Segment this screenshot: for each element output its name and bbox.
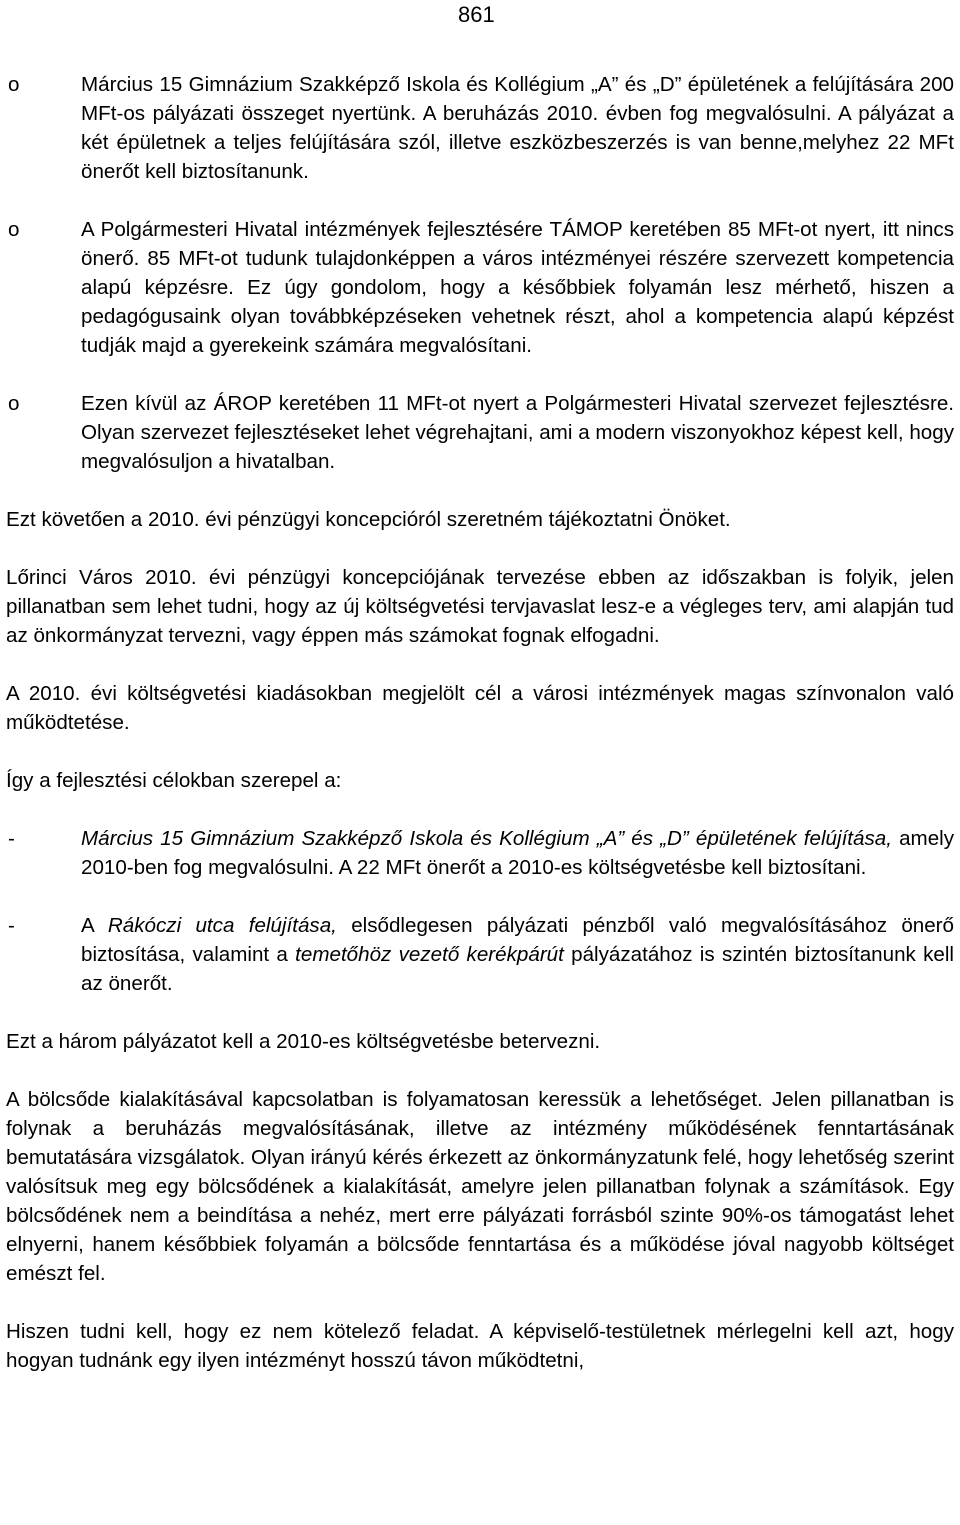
dash-item bbox=[6, 911, 954, 998]
bullet-text: Március 15 Gimnázium Szakképző Iskola és Kollégium „A” és „D” épületének a felújítására 200 MFt-os pályázati összeget nyertünk. A beruházás 2010. évben fog megvalósulni. A pályázat a két épületnek a teljes felújítására szól, illetve eszközbeszerzés is van benne,melyhez 22 MFt önerőt kell biztosítanunk. bbox=[81, 73, 954, 183]
document-body bbox=[6, 70, 954, 1375]
dash-item-italic: Március 15 Gimnázium Szakképző Iskola és Kollégium „A” és „D” épületének felújítása, bbox=[81, 827, 892, 850]
bullet-marker: o bbox=[8, 73, 20, 96]
bullet-text: A Polgármesteri Hivatal intézmények fejlesztésére TÁMOP keretében 85 MFt-ot nyert, itt nincs önerő. 85 MFt-ot tudunk tulajdonképpen a város intézményei részére szervezett kompetencia alapú képzésre. Ez úgy gondolom, hogy a későbbiek folyamán lesz mérhető, hiszen a pedagógusaink olyan továbbképzéseken vehetnek részt, ahol a kompetencia alapú képzést tudják majd a gyerekeink számára megvalósítani. bbox=[81, 218, 954, 357]
paragraph-development-goals: Így a fejlesztési célokban szerepel a: bbox=[6, 769, 342, 792]
paragraph-three-projects: Ezt a három pályázatot kell a 2010-es költségvetésbe betervezni. bbox=[6, 1030, 601, 1053]
paragraph-nursery: A bölcsőde kialakításával kapcsolatban is folyamatosan keressük a lehetőséget. Jelen pillanatban is folynak a beruházás megvalósításának, illetve az intézmény működésének fenntartásának bemutatására vizsgálatok. Olyan irányú kérés érkezett az önkormányzatunk felé, hogy lehetőség szerint valósítsuk meg egy bölcsődének a kialakítását, amelyre jelen pillanatban folynak a számítások. Egy bölcsődének nem a beindítása a nehéz, mert erre pályázati forrásból szinte 90%-os támogatást lehet elnyerni, hanem későbbiek folyamán a bölcsőde fenntartása és a működése jóval nagyobb költséget emészt fel. bbox=[6, 1088, 954, 1285]
dash-item-text: pályázatához is szintén biztosítanunk kell az önerőt. bbox=[81, 943, 955, 995]
bullet-marker: o bbox=[8, 392, 20, 415]
dash-item-prefix: A bbox=[81, 914, 108, 937]
paragraph-closing: Hiszen tudni kell, hogy ez nem kötelező feladat. A képviselő-testületnek mérlegelni kell azt, hogy hogyan tudnánk egy ilyen intézményt hosszú távon működtetni, bbox=[6, 1320, 954, 1372]
bullet-marker: o bbox=[8, 218, 20, 241]
dash-item bbox=[6, 824, 954, 882]
dash-item-text: amely 2010-ben fog megvalósulni. A 22 MFt önerőt a 2010-es költségvetésbe kell biztosítani. bbox=[81, 827, 955, 879]
bullet-item bbox=[6, 70, 954, 186]
bullet-item bbox=[6, 389, 954, 476]
dash-marker: - bbox=[8, 827, 15, 850]
paragraph-concept: Lőrinci Város 2010. évi pénzügyi koncepciójának tervezése ebben az időszakban is folyik, jelen pillanatban sem lehet tudni, hogy az új költségvetési tervjavaslat lesz-e a végleges terv, ami alapján tud az önkormányzat tervezni, vagy éppen más számokat fognak elfogadni. bbox=[6, 566, 954, 647]
dash-marker: - bbox=[8, 914, 15, 937]
dash-item-italic: Rákóczi utca felújítása, bbox=[107, 914, 337, 937]
paragraph-intro: Ezt követően a 2010. évi pénzügyi koncepcióról szeretném tájékoztatni Önöket. bbox=[6, 508, 731, 531]
bullet-item bbox=[6, 215, 954, 360]
dash-item-italic-2: temetőhöz vezető kerékpárút bbox=[295, 943, 564, 966]
page-number: 861 bbox=[458, 2, 495, 27]
bullet-text: Ezen kívül az ÁROP keretében 11 MFt-ot nyert a Polgármesteri Hivatal szervezet fejlesztésre. Olyan szervezet fejlesztéseket lehet végrehajtani, ami a modern viszonyokhoz képest kell, hogy megvalósuljon a hivatalban. bbox=[81, 392, 954, 473]
paragraph-goal: A 2010. évi költségvetési kiadásokban megjelölt cél a városi intézmények magas színvonalon való működtetése. bbox=[6, 682, 954, 734]
dash-item-middle: elsődlegesen pályázati pénzből való megvalósításához önerő biztosítása, valamint a bbox=[81, 914, 954, 966]
